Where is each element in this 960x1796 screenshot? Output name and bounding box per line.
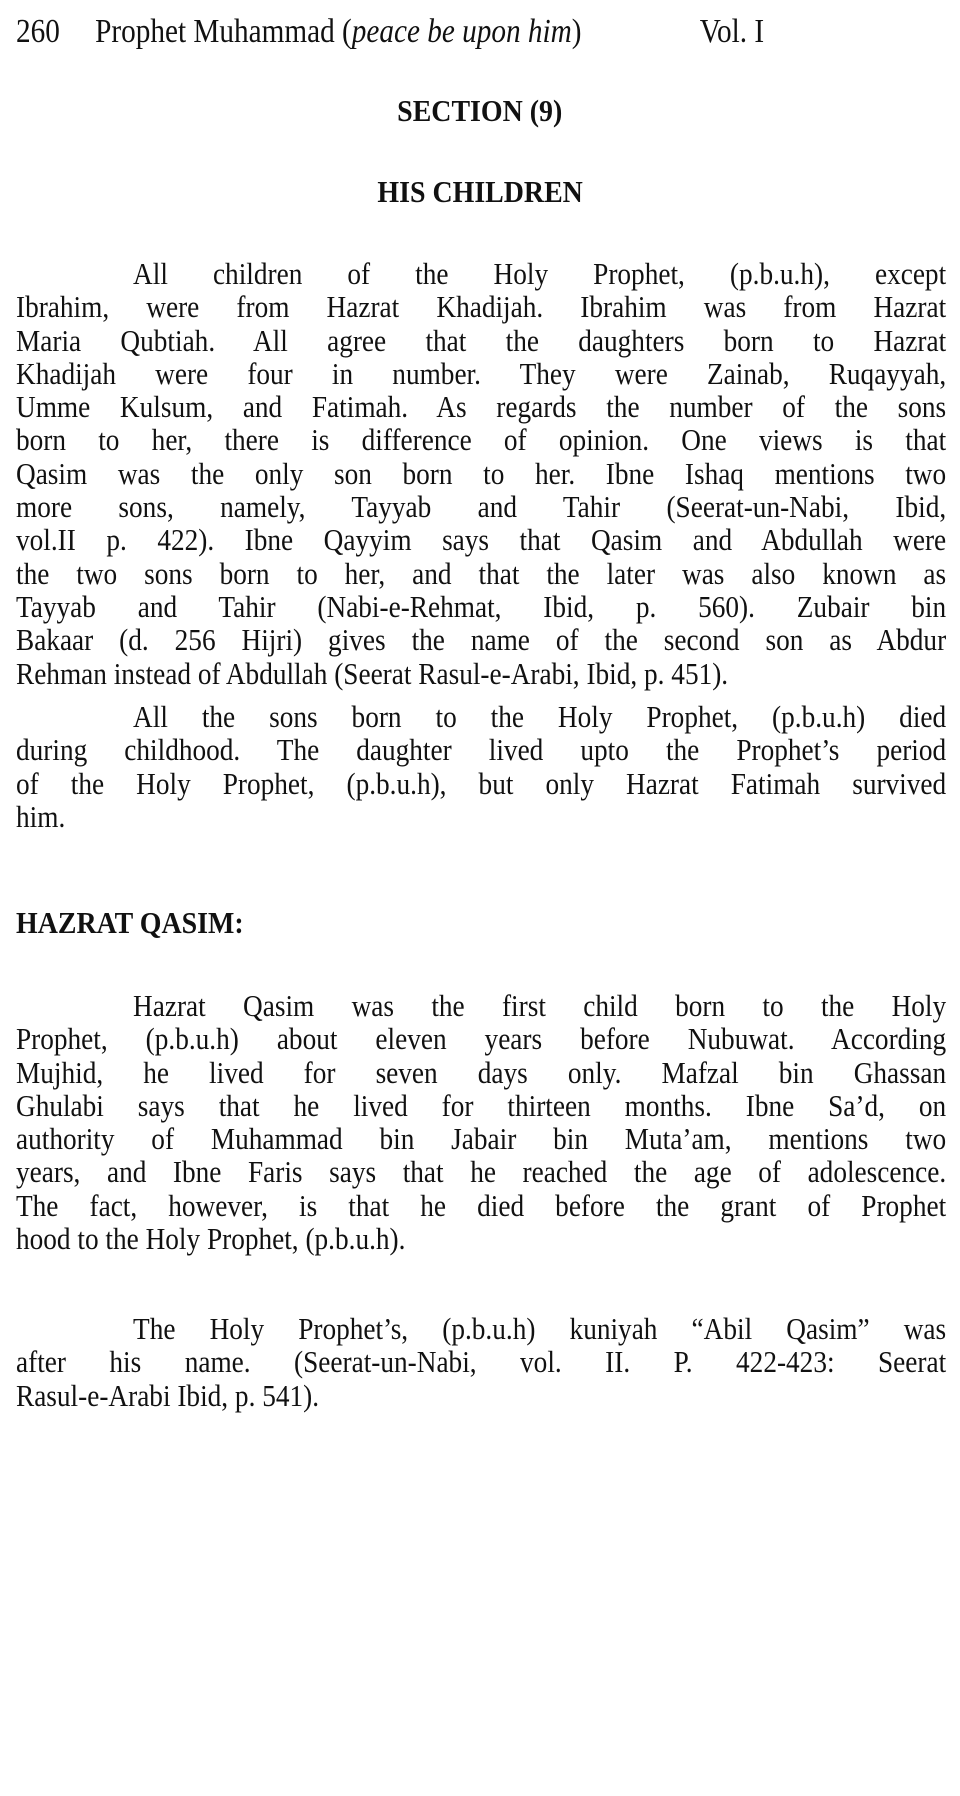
chapter-heading-text: HIS CHILDREN <box>377 174 583 209</box>
section-label <box>0 91 960 131</box>
text-line: during childhood. The daughter lived upto the Prophet’s period <box>16 732 947 768</box>
book-title-end: ) <box>571 13 582 50</box>
text-line: Prophet, (p.b.u.h) about eleven years before Nubuwat. According <box>16 1021 947 1057</box>
text-line: The Holy Prophet’s, (p.b.u.h) kuniyah “Abil Qasim” was <box>133 1311 947 1346</box>
text-line: Qasim was the only son born to her. Ibne Ishaq mentions two <box>16 455 947 491</box>
text-line: authority of Muhammad bin Jabair bin Muta’am, mentions two <box>16 1121 947 1157</box>
paragraph-children-overview <box>16 257 946 690</box>
book-title-italic: peace be upon him <box>351 13 572 50</box>
volume-label: Vol. I <box>699 13 765 50</box>
text-line: Ibrahim, were from Hazrat Khadijah. Ibrahim was from Hazrat <box>16 289 947 325</box>
text-line: the two sons born to her, and that the later was also known as <box>16 555 947 591</box>
running-header <box>16 12 765 52</box>
text-line: Rasul-e-Arabi Ibid, p. 541). <box>16 1377 320 1413</box>
text-line: All the sons born to the Holy Prophet, (p.b.u.h) died <box>133 699 947 734</box>
text-line: Mujhid, he lived for seven days only. Mafzal bin Ghassan <box>16 1054 947 1090</box>
subheading-hazrat-qasim: HAZRAT QASIM: <box>16 905 244 940</box>
text-line: Tayyab and Tahir (Nabi-e-Rehmat, Ibid, p. 560). Zubair bin <box>16 588 947 624</box>
paragraph-kuniyah <box>16 1312 946 1412</box>
text-line: more sons, namely, Tayyab and Tahir (Seerat-un-Nabi, Ibid, <box>16 489 947 525</box>
text-line: hood to the Holy Prophet, (p.b.u.h). <box>16 1221 406 1257</box>
text-line: after his name. (Seerat-un-Nabi, vol. II. P. 422-423: Seerat <box>16 1344 947 1380</box>
paragraph-sons-died <box>16 700 946 833</box>
text-line: All children of the Holy Prophet, (p.b.u.h), except <box>133 256 947 291</box>
text-line: Ghulabi says that he lived for thirteen months. Ibne Sa’d, on <box>16 1087 947 1123</box>
text-line: years, and Ibne Faris says that he reached the age of adolescence. <box>16 1154 947 1190</box>
text-line: The fact, however, is that he died before the grant of Prophet <box>16 1187 947 1223</box>
text-line: Umme Kulsum, and Fatimah. As regards the number of the sons <box>16 389 947 425</box>
text-line: Hazrat Qasim was the first child born to the Holy <box>133 988 947 1023</box>
text-line: born to her, there is difference of opinion. One views is that <box>16 422 947 458</box>
book-title <box>95 13 581 50</box>
text-line: vol.II p. 422). Ibne Qayyim says that Qasim and Abdullah were <box>16 522 947 558</box>
book-title-text: Prophet Muhammad ( <box>95 13 352 50</box>
text-line: Bakaar (d. 256 Hijri) gives the name of the second son as Abdur <box>16 622 947 658</box>
text-line: Khadijah were four in number. They were Zainab, Ruqayyah, <box>16 355 947 391</box>
section-label-text: SECTION (9) <box>397 93 563 128</box>
page-number: 260 <box>16 13 60 50</box>
text-line: of the Holy Prophet, (p.b.u.h), but only Hazrat Fatimah survived <box>16 765 947 801</box>
chapter-heading <box>0 172 960 212</box>
text-line: Maria Qubtiah. All agree that the daughters born to Hazrat <box>16 322 947 358</box>
text-line: him. <box>16 798 66 834</box>
paragraph-hazrat-qasim <box>16 989 946 1255</box>
text-line: Rehman instead of Abdullah (Seerat Rasul-e-Arabi, Ibid, p. 451). <box>16 655 729 691</box>
